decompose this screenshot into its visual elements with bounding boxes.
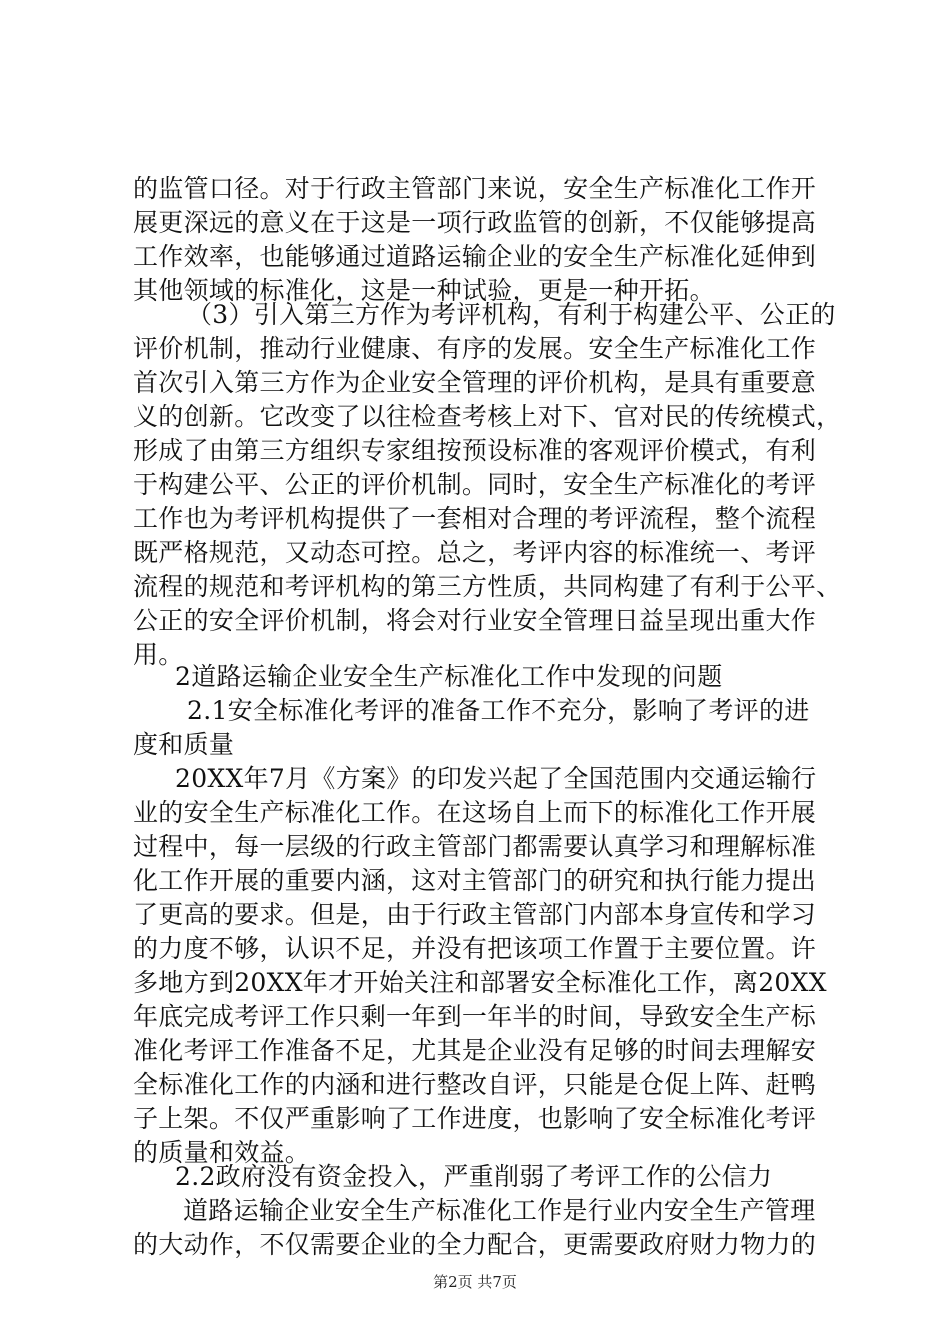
text-line: 于构建公平、公正的评价机制。同时，安全生产标准化的考评 [133, 470, 817, 499]
text-line: 流程的规范和考评机构的第三方性质，共同构建了有利于公平、 [133, 572, 842, 601]
subsection-heading-cont: 度和质量 [133, 730, 235, 759]
text-line: 用。 [133, 640, 184, 669]
paragraph-first-line: 道路运输企业安全生产标准化工作是行业内安全生产管理 [183, 1196, 816, 1225]
text-line: 业的安全生产标准化工作。在这场自上而下的标准化工作开展 [133, 798, 817, 827]
text-line: 其他领域的标准化，这是一种试验，更是一种开拓。 [133, 276, 715, 305]
text-line: 化工作开展的重要内涵，这对主管部门的研究和执行能力提出 [133, 866, 817, 895]
text-line: 的力度不够，认识不足，并没有把该项工作置于主要位置。许 [133, 934, 817, 963]
text-line: 既严格规范，又动态可控。总之，考评内容的标准统一、考评 [133, 538, 817, 567]
text-line: 多地方到20XX年才开始关注和部署安全标准化工作，离20XX [133, 968, 827, 997]
text-line: 准化考评工作准备不足，尤其是企业没有足够的时间去理解安 [133, 1036, 817, 1065]
paragraph-first-line: （3）引入第三方作为考评机构，有利于构建公平、公正的 [187, 300, 836, 329]
section-heading: 2道路运输企业安全生产标准化工作中发现的问题 [175, 662, 723, 691]
text-line: 形成了由第三方组织专家组按预设标准的客观评价模式，有利 [133, 436, 817, 465]
text-line: 的大动作，不仅需要企业的全力配合，更需要政府财力物力的 [133, 1230, 817, 1259]
text-line: 的监管口径。对于行政主管部门来说，安全生产标准化工作开 [133, 174, 817, 203]
text-line: 首次引入第三方作为企业安全管理的评价机构，是具有重要意 [133, 368, 817, 397]
text-line: 工作也为考评机构提供了一套相对合理的考评流程，整个流程 [133, 504, 817, 533]
page-footer: 第2页 共7页 [433, 1273, 517, 1291]
text-line: 年底完成考评工作只剩一年到一年半的时间，导致安全生产标 [133, 1002, 817, 1031]
text-line: 的质量和效益。 [133, 1138, 311, 1167]
text-line: 工作效率，也能够通过道路运输企业的安全生产标准化延伸到 [133, 242, 817, 271]
subsection-heading: 2.1安全标准化考评的准备工作不充分，影响了考评的进 [187, 696, 810, 725]
text-line: 了更高的要求。但是，由于行政主管部门内部本身宣传和学习 [133, 900, 817, 929]
paragraph-first-line: 20XX年7月《方案》的印发兴起了全国范围内交通运输行 [175, 764, 817, 793]
subsection-heading: 2.2政府没有资金投入，严重削弱了考评工作的公信力 [175, 1162, 773, 1191]
text-line: 全标准化工作的内涵和进行整改自评，只能是仓促上阵、赶鸭 [133, 1070, 817, 1099]
text-line: 义的创新。它改变了以往检查考核上对下、官对民的传统模式， [133, 402, 842, 431]
text-line: 过程中，每一层级的行政主管部门都需要认真学习和理解标准 [133, 832, 817, 861]
text-line: 评价机制，推动行业健康、有序的发展。安全生产标准化工作 [133, 334, 817, 363]
text-line: 子上架。不仅严重影响了工作进度，也影响了安全标准化考评 [133, 1104, 817, 1133]
text-line: 展更深远的意义在于这是一项行政监管的创新，不仅能够提高 [133, 208, 817, 237]
text-line: 公正的安全评价机制，将会对行业安全管理日益呈现出重大作 [133, 606, 817, 635]
